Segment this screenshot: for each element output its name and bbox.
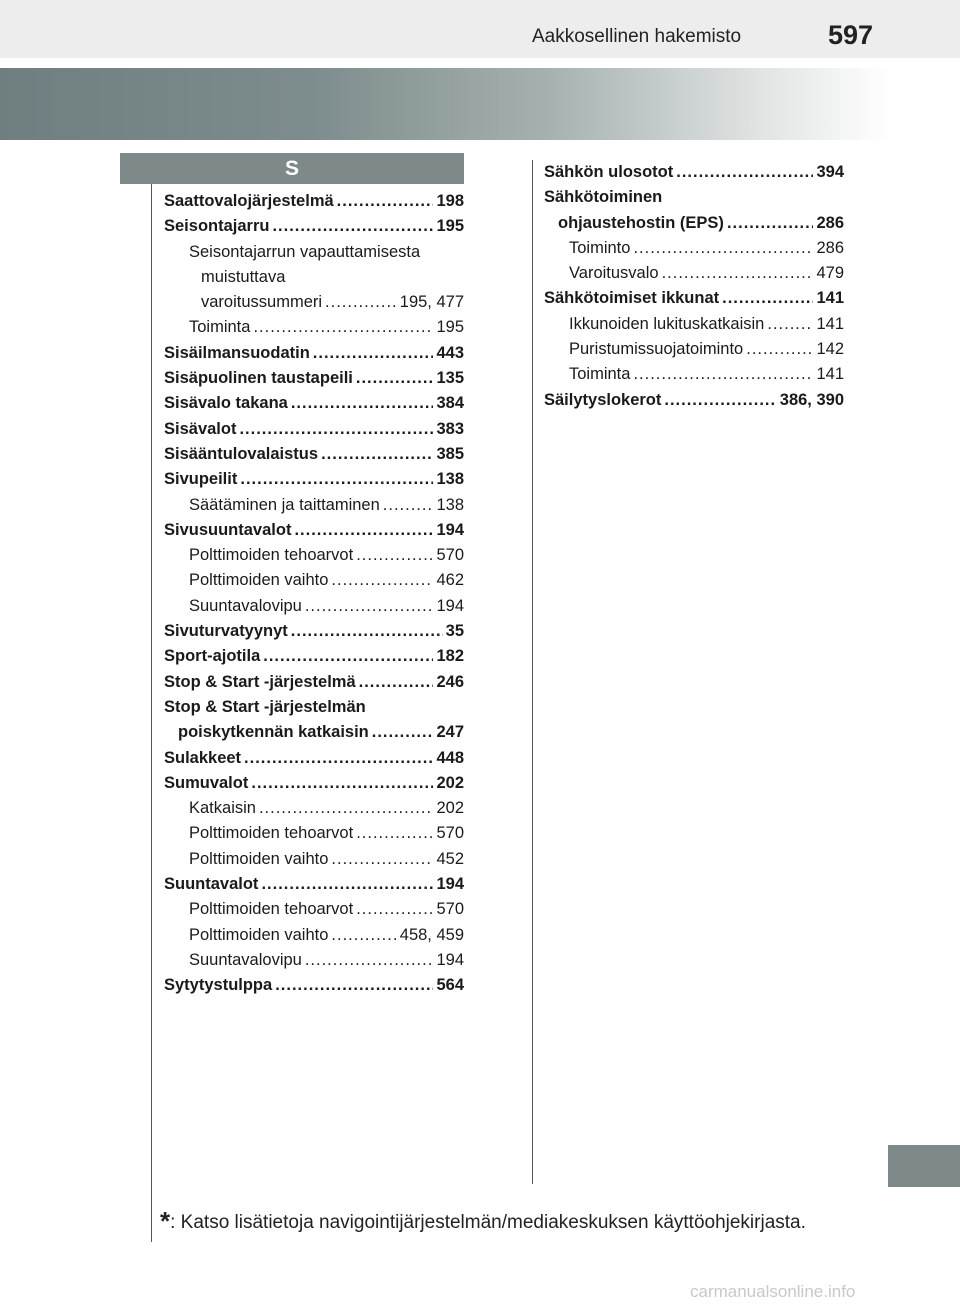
index-entry-label: Seisontajarrun vapauttamisesta [189,242,421,261]
index-entry-label: Polttimoiden tehoarvot [189,824,354,843]
index-entry-label: Sähkön ulosotot [544,163,674,181]
index-entry-label: Sisääntulovalaistus [164,444,319,463]
index-entry-pages: 385 [436,444,464,463]
index-entry-pages: 138 [436,470,464,489]
footnote-marker: * [160,1206,171,1236]
index-entry-label: Toiminta [189,318,251,337]
leader-dots [727,211,814,236]
leader-dots [767,312,813,337]
index-entry [164,391,464,416]
leader-dots [240,467,433,492]
index-entry [544,312,844,337]
index-entry [164,948,464,973]
leader-dots [331,923,396,948]
index-entry-label: Stop & Start -järjestelmä [164,672,356,691]
index-entry [164,821,464,846]
index-entry-label: Sisävalot [164,419,237,438]
index-entry [164,442,464,467]
leader-dots [272,214,433,239]
index-entry-label: Sport-ajotila [164,647,261,666]
index-entry [164,493,464,518]
index-entry [164,872,464,897]
leader-dots [263,644,433,669]
index-entry-pages: 194 [436,875,464,894]
leader-dots [291,619,443,644]
index-entry [164,543,464,568]
footnote [160,1206,806,1237]
index-entry-pages: 286 [816,213,844,232]
index-entry-label: Suuntavalot [164,875,259,894]
index-entry [164,670,464,695]
index-entry-pages: 394 [816,163,844,181]
index-entry-pages: 202 [436,799,464,818]
leader-dots [251,771,433,796]
leader-dots [746,337,813,362]
index-entry-label: Katkaisin [189,799,256,818]
leader-dots [239,417,433,442]
index-entry-pages: 141 [816,365,844,384]
leader-dots [633,362,813,387]
index-entry [164,417,464,442]
index-entry-pages: 194 [436,950,464,969]
index-entry [544,362,844,387]
index-entry-pages: 246 [436,672,464,691]
leader-dots [356,821,433,846]
index-entry [164,518,464,543]
leader-dots [331,847,433,872]
index-entry-pages: 195 [436,217,464,236]
index-entry-pages: 570 [436,900,464,919]
index-entry [164,240,464,265]
index-entry-label: Suuntavalovipu [189,950,302,969]
index-entry-label: Polttimoiden vaihto [189,925,329,944]
index-entry-label: Seisontajarru [164,217,270,236]
index-entry [544,261,844,286]
index-entry-label: Polttimoiden tehoarvot [189,546,354,565]
index-entry [164,214,464,239]
index-entry-label: Sisävalo takana [164,394,288,413]
index-entry [164,897,464,922]
index-entry [164,644,464,669]
leader-dots [305,948,434,973]
index-entry-pages: 448 [436,748,464,767]
index-entry-pages: 247 [436,723,464,742]
index-entry [164,973,464,998]
index-entry [164,923,464,948]
index-entry [544,236,844,261]
index-entry-pages: 182 [436,647,464,666]
index-entry-label: Varoitusvalo [569,264,659,283]
chapter-side-tab [888,1145,960,1187]
index-entry-label: Puristumissuojatoiminto [569,340,744,359]
index-entry-pages: 195 [436,318,464,337]
index-entry-pages: 452 [436,849,464,868]
index-entry [164,695,464,720]
index-entry-label: Toiminto [569,238,631,257]
leader-dots [294,518,433,543]
index-entry [544,388,844,413]
leader-dots [261,872,433,897]
leader-dots [331,568,433,593]
leader-dots [321,442,433,467]
leader-dots [356,897,433,922]
index-entry-pages: 138 [436,495,464,514]
index-entry-label: Säilytyslokerot [544,390,662,409]
leader-dots [291,391,434,416]
index-entry [544,337,844,362]
index-entry-pages: 386, 390 [779,390,844,409]
index-entry-pages: 202 [436,773,464,792]
leader-dots [275,973,433,998]
index-entry [164,568,464,593]
index-entry-label: Säätäminen ja taittaminen [189,495,380,514]
index-entry-pages: 458, 459 [399,925,464,944]
index-entry-pages: 135 [436,369,464,388]
leader-dots [664,388,776,413]
index-entry-label: Sähkötoiminen [544,188,663,207]
index-entry-label: Sisäilmansuodatin [164,343,310,362]
watermark: carmanualsonline.info [690,1282,856,1301]
index-entry [164,720,464,745]
section-letter: S [120,153,464,184]
index-entry-label: Sivupeilit [164,470,238,489]
leader-dots [383,493,434,518]
index-entry [164,290,464,315]
index-entry-pages: 383 [436,419,464,438]
index-entry-label: Polttimoiden tehoarvot [189,900,354,919]
header-title: Aakkosellinen hakemisto [532,26,742,47]
index-entry-label: poiskytkennän katkaisin [178,723,369,742]
index-entry-label: Suuntavalovipu [189,596,302,615]
index-entry [544,286,844,311]
index-entry [164,265,464,290]
index-entry-pages: 195, 477 [399,293,464,312]
index-entry-pages: 570 [436,824,464,843]
footnote-text: : Katso lisätietoja navigointijärjestelmän/mediakeskuksen käyttöohjekirjasta. [170,1212,806,1233]
middle-column-rule [532,160,533,1184]
index-entry-label: Polttimoiden vaihto [189,849,329,868]
index-entry-pages: 286 [816,238,844,257]
leader-dots [359,670,434,695]
index-entry-label: Sytytystulppa [164,976,273,995]
leader-dots [662,261,814,286]
left-column-rule [151,184,152,1242]
leader-dots [253,315,433,340]
index-entry-pages: 198 [436,192,464,210]
index-entry [164,847,464,872]
leader-dots [633,236,813,261]
index-entry-pages: 141 [816,289,844,308]
index-entry [164,467,464,492]
index-entry [164,771,464,796]
index-entry-label: Toiminta [569,365,631,384]
index-entry-pages: 194 [436,520,464,539]
leader-dots [722,286,813,311]
index-entry-pages: 35 [445,622,464,641]
index-entry [164,341,464,366]
index-entry [544,185,844,210]
index-entry-label: muistuttava [201,267,286,286]
leader-dots [676,160,813,185]
index-entry-label: Sähkötoimiset ikkunat [544,289,720,308]
index-entry [164,746,464,771]
leader-dots [372,720,434,745]
index-entry-label: varoitussummeri [201,293,323,312]
index-entry-pages: 194 [436,596,464,615]
leader-dots [313,341,434,366]
index-entry [544,211,844,236]
index-column-left [164,189,464,999]
index-entry-label: Sumuvalot [164,773,249,792]
index-entry-label: Polttimoiden vaihto [189,571,329,590]
index-entry-label: Ikkunoiden lukituskatkaisin [569,314,765,333]
index-entry-label: ohjaustehostin (EPS) [558,213,724,232]
leader-dots [305,594,434,619]
index-entry [164,796,464,821]
page-number: 597 [828,20,874,50]
index-entry-label: Sivuturvatyynyt [164,622,288,641]
index-entry-pages: 462 [436,571,464,590]
index-entry-pages: 443 [436,343,464,362]
page-header [0,0,960,58]
index-entry-pages: 479 [816,264,844,283]
index-entry [164,189,464,214]
index-entry [164,315,464,340]
index-entry-label: Sivusuuntavalot [164,520,292,539]
index-entry-label: Sulakkeet [164,748,242,767]
leader-dots [259,796,434,821]
index-entry-pages: 570 [436,546,464,565]
index-entry-label: Saattovalojärjestelmä [164,192,334,210]
index-entry [544,160,844,185]
leader-dots [356,543,433,568]
index-entry-label: Sisäpuolinen taustapeili [164,369,353,388]
leader-dots [244,746,433,771]
leader-dots [337,189,434,214]
index-entry-pages: 564 [436,976,464,995]
index-entry-pages: 141 [816,314,844,333]
index-entry [164,619,464,644]
leader-dots [356,366,434,391]
index-column-right [544,160,844,413]
index-entry-pages: 142 [816,340,844,359]
index-entry [164,366,464,391]
index-entry-pages: 384 [436,394,464,413]
index-entry-label: Stop & Start -järjestelmän [164,697,366,716]
chapter-banner [0,68,890,140]
leader-dots [325,290,397,315]
index-entry [164,594,464,619]
